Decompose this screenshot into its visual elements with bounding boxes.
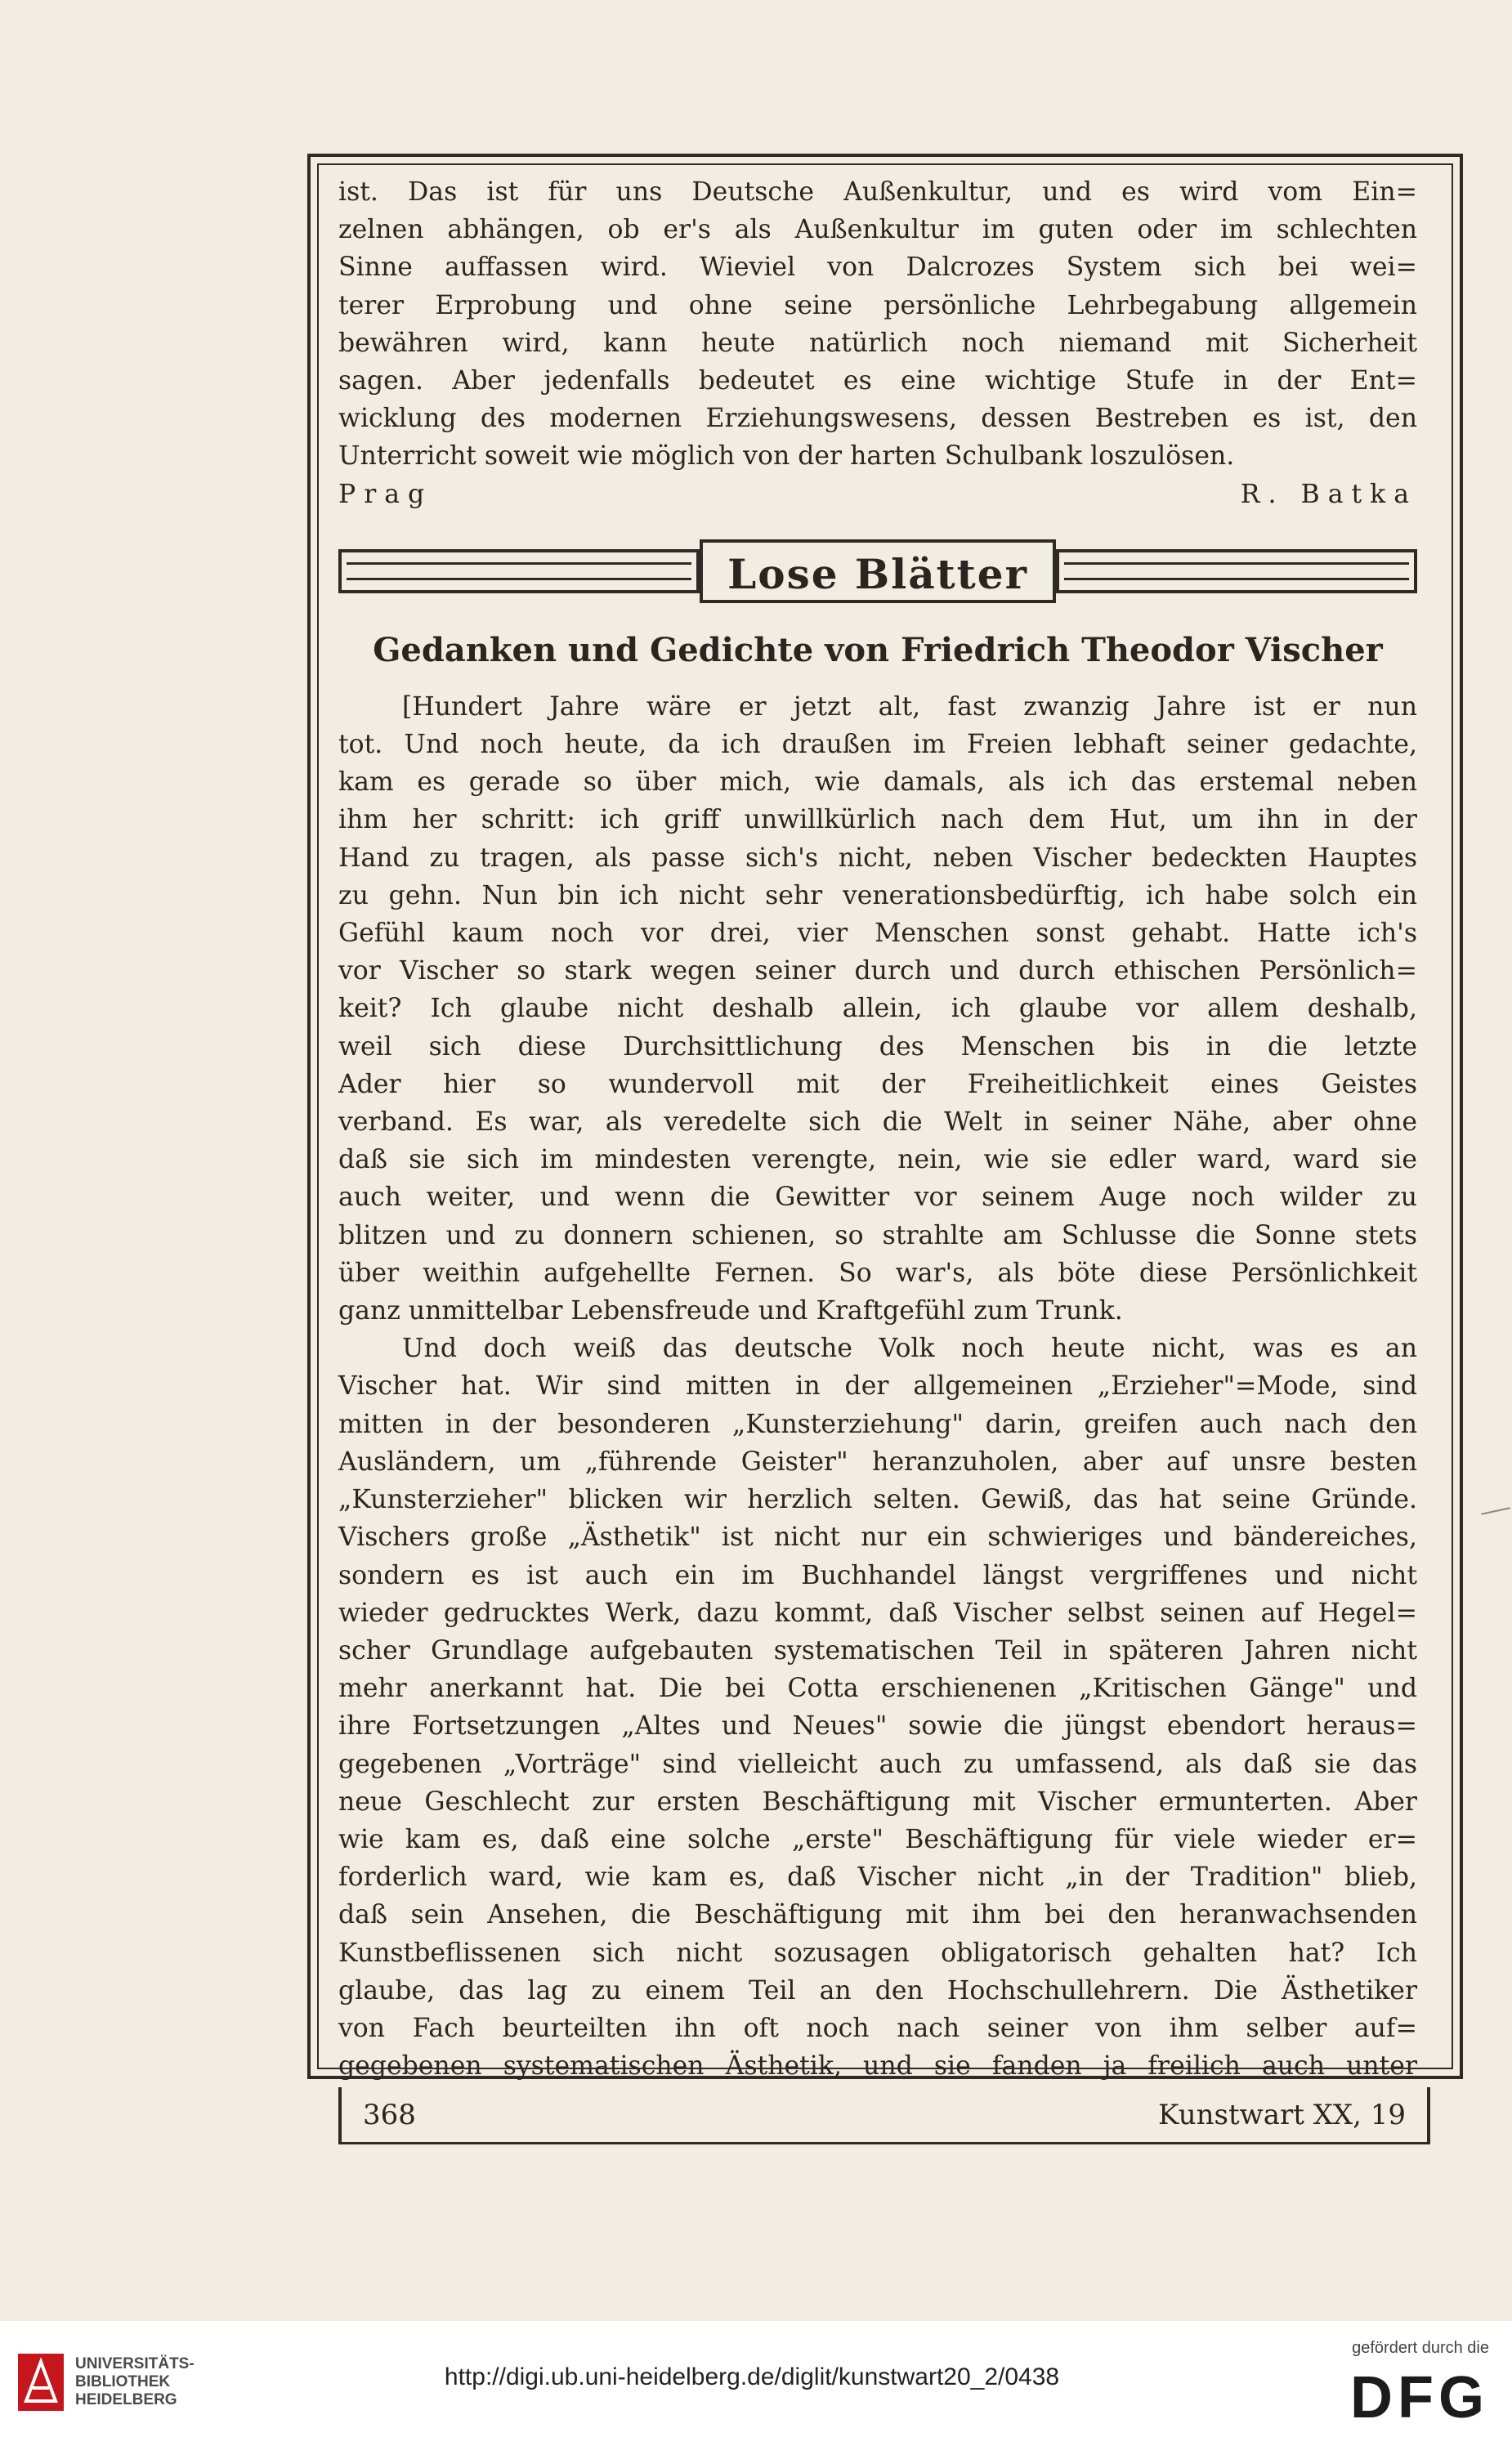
- text-line: daß sein Ansehen, die Beschäftigung mit ihm bei den heranwachsenden: [338, 1900, 1417, 1930]
- text-line: neue Geschlecht zur ersten Beschäftigung mit Vischer ermunterten. Aber: [338, 1786, 1417, 1817]
- text-line: Ader hier so wundervoll mit der Freiheitlichkeit eines Geistes: [338, 1069, 1417, 1099]
- section-banner: [338, 536, 1417, 606]
- text-line: Kunstbeflissenen sich nicht sozusagen obligatorisch gehalten hat? Ich: [338, 1938, 1417, 1968]
- page-footer: [338, 2087, 1430, 2144]
- library-name: [75, 2355, 195, 2409]
- banner-ornament-right: [1056, 549, 1417, 593]
- text-line: gegebenen „Vorträge" sind vielleicht auch zu umfassend, als daß sie das: [338, 1749, 1417, 1779]
- text-line: tot. Und noch heute, da ich draußen im Freien lebhaft seiner gedachte,: [338, 730, 1417, 760]
- text-line: sagen. Aber jedenfalls bedeutet es eine wichtige Stufe in der Ent=: [338, 366, 1417, 396]
- text-line: bewähren wird, kann heute natürlich noch niemand mit Sicherheit: [338, 328, 1417, 358]
- text-line: keit? Ich glaube nicht deshalb allein, ich glaube vor allem deshalb,: [338, 994, 1417, 1024]
- library-name-line: UNIVERSITÄTS-: [75, 2355, 195, 2372]
- text-line: gegebenen systematischen Ästhetik, und sie fanden ja freilich auch unter: [338, 2051, 1417, 2082]
- text-line: ihre Fortsetzungen „Altes und Neues" sowie die jüngst ebendort heraus=: [338, 1711, 1417, 1742]
- page-number: 368: [363, 2098, 416, 2131]
- banner-ornament-left: [338, 549, 700, 593]
- library-name-line: BIBLIOTHEK: [75, 2373, 171, 2390]
- text-line: Sinne auffassen wird. Wieviel von Dalcrozes System sich bei wei=: [338, 253, 1417, 283]
- text-line: scher Grundlage aufgebauten systematischen Teil in späteren Jahren nicht: [338, 1635, 1417, 1666]
- text-line: auch weiter, und wenn die Gewitter vor seinem Auge noch wilder zu: [338, 1183, 1417, 1213]
- source-url-link[interactable]: http://digi.ub.uni-heidelberg.de/diglit/kunstwart20_2/0438: [444, 2363, 1060, 2390]
- text-line: kam es gerade so über mich, wie damals, als ich das erstemal neben: [338, 767, 1417, 798]
- paragraph-1: [338, 688, 1417, 1330]
- text-line: Gefühl kaum noch vor drei, vier Menschen sonst gehabt. Hatte ich's: [338, 919, 1417, 949]
- text-line: ist. Das ist für uns Deutsche Außenkultur, und es wird vom Ein=: [338, 177, 1417, 207]
- text-line: weil sich diese Durchsittlichung des Menschen bis in die letzte: [338, 1031, 1417, 1062]
- article-headline: Gedanken und Gedichte von Friedrich Theodor Vischer: [373, 630, 1383, 669]
- dfg-logo[interactable]: DFG: [1350, 2365, 1489, 2430]
- funding-note: gefördert durch die: [1352, 2339, 1489, 2357]
- text-line: blitzen und zu donnern schienen, so strahlte am Schlusse die Sonne stets: [338, 1220, 1417, 1250]
- signature-line: [338, 476, 1417, 513]
- paragraph-2: [338, 1330, 1417, 2085]
- text-line: Vischers große „Ästhetik" ist nicht nur ein schwieriges und bändereiches,: [338, 1523, 1417, 1553]
- text-line: zu gehn. Nun bin ich nicht sehr venerationsbedürftig, ich habe solch ein: [338, 880, 1417, 910]
- text-line: glaube, das lag zu einem Teil an den Hochschullehrern. Die Ästhetiker: [338, 1975, 1417, 2006]
- text-line: Vischer hat. Wir sind mitten in der allgemeinen „Erzieher"=Mode, sind: [338, 1371, 1417, 1402]
- text-line: Und doch weiß das deutsche Volk noch heute nicht, was es an: [402, 1334, 1417, 1364]
- text-line: forderlich ward, wie kam es, daß Vischer nicht „in der Tradition" blieb,: [338, 1862, 1417, 1893]
- university-library-logo[interactable]: [18, 2354, 195, 2411]
- page-content: [338, 173, 1417, 2085]
- text-line: ganz unmittelbar Lebensfreude und Kraftgefühl zum Trunk.: [338, 1296, 1123, 1326]
- text-line: daß sie sich im mindesten verengte, nein, wie sie edler ward, ward sie: [338, 1145, 1417, 1175]
- text-line: wicklung des modernen Erziehungswesens, dessen Bestreben es ist, den: [338, 404, 1417, 434]
- library-bar: [0, 2321, 1512, 2446]
- text-line: sondern es ist auch ein im Buchhandel längst vergriffenes und nicht: [338, 1560, 1417, 1590]
- text-line: von Fach beurteilten ihn oft noch nach seiner von ihm selber auf=: [338, 2013, 1417, 2043]
- signature-author: R. Batka: [1240, 479, 1417, 509]
- text-line: vor Vischer so stark wegen seiner durch und durch ethischen Persönlich=: [338, 956, 1417, 986]
- text-line: [Hundert Jahre wäre er jetzt alt, fast zwanzig Jahre ist er nun: [402, 691, 1417, 722]
- text-line: mehr anerkannt hat. Die bei Cotta erschienenen „Kritischen Gänge" und: [338, 1674, 1417, 1704]
- text-line: zelnen abhängen, ob er's als Außenkultur im guten oder im schlechten: [338, 215, 1417, 245]
- text-line: Ausländern, um „führende Geister" heranzuholen, aber auf unsre besten: [338, 1447, 1417, 1477]
- text-line: wie kam es, daß eine solche „erste" Beschäftigung für viele wieder er=: [338, 1824, 1417, 1854]
- text-line: terer Erprobung und ohne seine persönliche Lehrbegabung allgemein: [338, 290, 1417, 320]
- library-name-line: HEIDELBERG: [75, 2391, 177, 2408]
- text-line: wieder gedrucktes Werk, dazu kommt, daß Vischer selbst seinen auf Hegel=: [338, 1598, 1417, 1628]
- library-seal-icon: [18, 2354, 64, 2411]
- section-title: Lose Blätter: [700, 539, 1056, 603]
- text-line: über weithin aufgehellte Fernen. So war's, als böte diese Persönlichkeit: [338, 1258, 1417, 1288]
- text-line: verband. Es war, als veredelte sich die Welt in seiner Nähe, aber ohne: [338, 1107, 1417, 1138]
- text-line: ihm her schritt: ich griff unwillkürlich nach dem Hut, um ihn in der: [338, 805, 1417, 835]
- signature-place: Prag: [338, 479, 433, 509]
- article-end: [338, 173, 1417, 513]
- text-line: Unterricht soweit wie möglich von der harten Schulbank loszulösen.: [338, 441, 1235, 472]
- text-line: Hand zu tragen, als passe sich's nicht, neben Vischer bedeckten Hauptes: [338, 843, 1417, 873]
- margin-mark: [1481, 1507, 1510, 1514]
- text-line: „Kunsterzieher" blicken wir herzlich selten. Gewiß, das hat seine Gründe.: [338, 1485, 1417, 1515]
- journal-reference: Kunstwart XX, 19: [1158, 2098, 1406, 2131]
- text-line: mitten in der besonderen „Kunsterziehung" darin, greifen auch nach den: [338, 1409, 1417, 1439]
